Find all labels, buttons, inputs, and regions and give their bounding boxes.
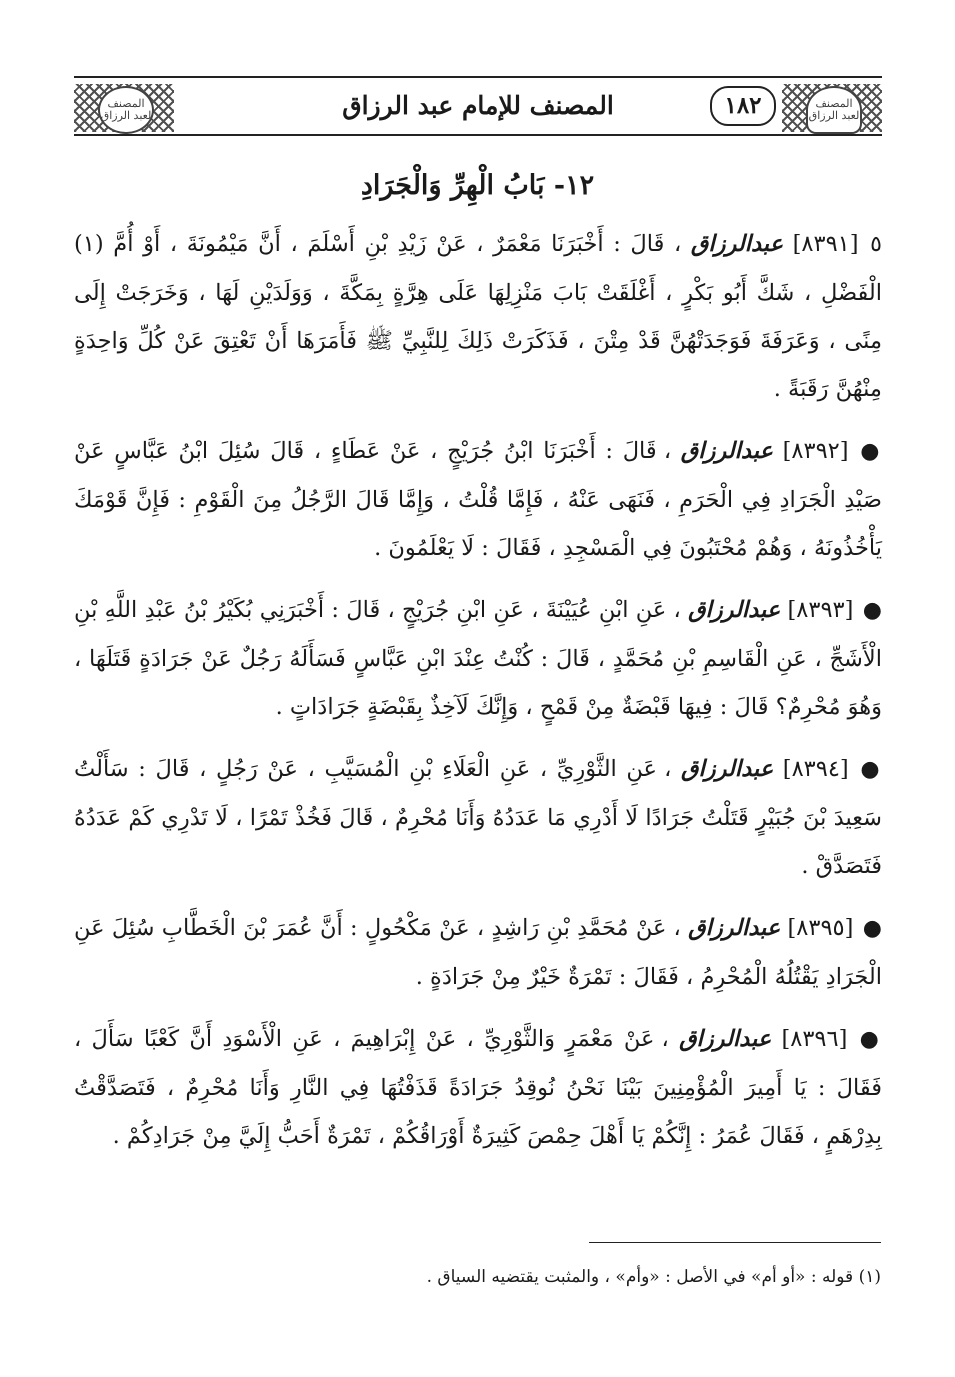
- header-rule-top: [74, 76, 882, 78]
- hadith-8396: [74, 1015, 882, 1160]
- hadith-author: عبدالرزاق: [688, 597, 781, 623]
- running-header: [74, 72, 882, 140]
- hadith-marker: ●: [862, 598, 883, 623]
- hadith-text: ، عَنْ مَعْمَرٍ وَالثَّوْرِيِّ ، عَنْ إِبْرَاهِيمَ ، عَنِ الْأَسْوَدِ أَنَّ كَعْبًا سَأَلَ ، فَقَالَ : يَا أَمِيرَ الْمُؤْمِنِينَ بَيْنَا نَحْنُ نُوقِدُ جَرَادَةً قَذَفْتُهَا فِي النَّارِ وَأَنَا مُحْرِمٌ ، فَتَصَدَّقْتُ بِدِرْهَمٍ ، فَقَالَ عُمَرُ : إِنَّكُمْ يَا أَهْلَ حِمْصَ كَثِيرَةٌ أَوْرَاقُكُمْ ، تَمْرَةٌ أَحَبُّ إِلَيَّ مِنْ جَرَادِكُمْ .: [74, 1026, 882, 1149]
- ornament-medallion-right: [806, 86, 862, 134]
- hadith-8394: [74, 745, 882, 890]
- hadith-text: ، عَنْ مُحَمَّدِ بْنِ رَاشِدٍ ، عَنْ مَكْحُولٍ : أَنَّ عُمَرَ بْنَ الْخَطَّابِ سُئِلَ عَنِ الْجَرَادِ يَقْتُلُهُ الْمُحْرِمُ ، فَقَالَ : تَمْرَةٌ خَيْرٌ مِنْ جَرَادَةٍ .: [74, 915, 882, 990]
- hadith-8395: [74, 904, 882, 1001]
- ornament-medallion-text: المصنف لعبد الرزاق: [100, 97, 152, 122]
- chapter-title: ١٢- بَابُ الْهِرِّ وَالْجَرَادِ: [360, 170, 595, 201]
- hadith-number: [٨٣٩٣]: [787, 597, 854, 623]
- header-rule-bottom: [74, 134, 882, 136]
- header-ornament-left: [74, 84, 174, 132]
- ornament-medallion-text: المصنف لعبد الرزاق: [808, 97, 860, 122]
- hadith-text: ، عَنِ ابْنِ عُيَيْنَةَ ، عَنِ ابْنِ جُرَيْجٍ ، قَالَ : أَخْبَرَنِي بُكَيْرُ بْنُ عَبْدِ اللَّهِ بْنِ الْأَشَجِّ ، عَنِ الْقَاسِمِ بْنِ مُحَمَّدٍ ، قَالَ : كُنْتُ عِنْدَ ابْنِ عَبَّاسٍ فَسَأَلَهُ رَجُلٌ عَنْ جَرَادَةٍ قَتَلَهَا ، وَهُوَ مُحْرِمٌ؟ قَالَ : فِيهَا قَبْضَةٌ مِنْ قَمْحٍ ، وَإِنَّكَ لَآخِذٌ بِقَبْضَةٍ جَرَادَاتٍ .: [74, 597, 882, 720]
- hadith-text: ، عَنِ الثَّوْرِيِّ ، عَنِ الْعَلَاءِ بْنِ الْمُسَيَّبِ ، عَنْ رَجُلٍ ، قَالَ : سَأَلْتُ سَعِيدَ بْنَ جُبَيْرٍ قَتَلْتُ جَرَادًا لَا أَدْرِي مَا عَدَدُهُ وَأَنَا مُحْرِمٌ ، قَالَ فَخُذْ تَمْرًا ، لَا تَدْرِي كَمْ عَدَدُهُ فَتَصَدَّقْ .: [74, 756, 882, 879]
- hadith-author: عبدالرزاق: [679, 1026, 772, 1052]
- hadith-marker: ●: [859, 1027, 882, 1052]
- footnote-rule: [589, 1242, 881, 1243]
- footnote: (١) قوله : «أو أم» في الأصل : «وأم» ، والمثبت يقتضيه السياق .: [426, 1267, 881, 1287]
- hadith-8392: [74, 427, 882, 572]
- main-text: [74, 220, 882, 1174]
- hadith-author: عبدالرزاق: [681, 756, 774, 782]
- hadith-text: ، قَالَ : أَخْبَرَنَا ابْنُ جُرَيْجٍ ، عَنْ عَطَاءٍ ، قَالَ سُئِلَ ابْنُ عَبَّاسٍ عَنْ صَيْدِ الْجَرَادِ فِي الْحَرَمِ ، فَنَهَى عَنْهُ ، فَإِمَّا قُلْتُ ، وَإِمَّا قَالَ الرَّجُلُ مِنَ الْقَوْمِ : فَإِنَّ قَوْمَكَ يَأْخُذُونَهُ ، وَهُمْ مُحْتَبُونَ فِي الْمَسْجِدِ ، فَقَالَ : لَا يَعْلَمُونَ .: [74, 438, 882, 561]
- hadith-author: عبدالرزاق: [680, 438, 773, 464]
- ornament-medallion-left: [98, 86, 154, 134]
- hadith-number: [٨٣٩٦]: [781, 1026, 848, 1052]
- header-title: المصنف للإمام عبد الرزاق: [342, 91, 614, 120]
- hadith-marker: ●: [860, 439, 882, 464]
- page-number: ١٨٢: [710, 86, 776, 126]
- hadith-marker: ٥: [870, 232, 882, 257]
- hadith-number: [٨٣٩٤]: [782, 756, 849, 782]
- hadith-author: عبدالرزاق: [688, 915, 781, 941]
- hadith-number: [٨٣٩٢]: [782, 438, 849, 464]
- hadith-marker: ●: [862, 916, 883, 941]
- hadith-number: [٨٣٩٥]: [787, 915, 854, 941]
- hadith-8391: [74, 220, 882, 413]
- hadith-author: عبدالرزاق: [690, 231, 784, 257]
- hadith-number: [٨٣٩١]: [792, 231, 859, 257]
- hadith-marker: ●: [860, 757, 882, 782]
- hadith-text: ، قَالَ : أَخْبَرَنَا مَعْمَرٌ ، عَنْ زَيْدِ بْنِ أَسْلَمَ ، أَنَّ مَيْمُونَةَ ، أَوْ أُمَّ (١) الْفَضْلِ ، شَكَّ أَبُو بَكْرٍ ، أَغْلَقَتْ بَابَ مَنْزِلِهَا عَلَى هِرَّةٍ بِمَكَّةَ ، وَوَلَدَيْنِ لَهَا ، وَخَرَجَتْ إِلَى مِنًى ، وَعَرَفَةَ فَوَجَدَتْهُنَّ قَدْ مِتْنَ ، فَذَكَرَتْ ذَلِكَ لِلنَّبِيِّ ﷺ فَأَمَرَهَا أَنْ تَعْتِقَ عَنْ كُلِّ وَاحِدَةٍ مِنْهُنَّ رَقَبَةً .: [74, 231, 882, 402]
- hadith-8393: [74, 586, 882, 731]
- header-ornament-right: [782, 84, 882, 132]
